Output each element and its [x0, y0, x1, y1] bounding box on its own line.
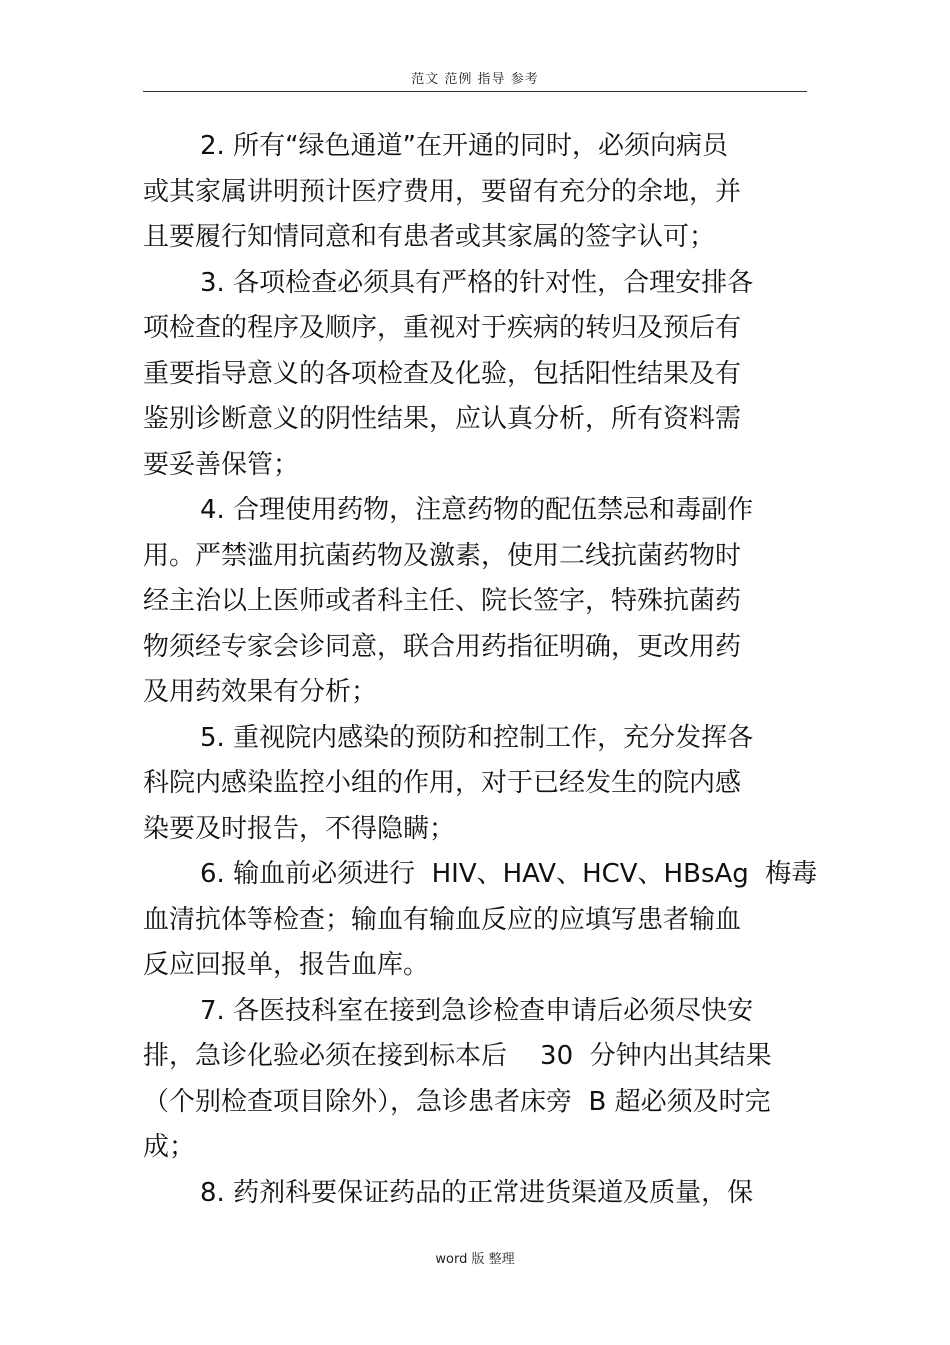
text-line: 用。严禁滥用抗菌药物及激素，使用二线抗菌药物时	[143, 540, 742, 571]
text-line: 科院内感染监控小组的作用，对于已经发生的院内感	[143, 768, 742, 798]
page-header: 范文 范例 指导 参考	[411, 72, 539, 87]
text-line: （个别检查项目除外），急诊患者床旁 B 超必须及时完	[143, 1086, 771, 1117]
text-line: 要妥善保管；	[143, 449, 300, 480]
text-line: 排，急诊化验必须在接到标本后 30 分钟内出其结果	[143, 1041, 772, 1071]
text-line: 鉴别诊断意义的阴性结果，应认真分析，所有资料需	[143, 404, 742, 434]
text-line: 5. 重视院内感染的预防和控制工作，充分发挥各	[200, 722, 754, 753]
text-line: 2. 所有“绿色通道”在开通的同时，必须向病员	[200, 131, 729, 161]
text-line: 4. 合理使用药物，注意药物的配伍禁忌和毒副作	[200, 495, 754, 525]
text-line: 反应回报单，报告血库。	[143, 950, 430, 980]
text-line: 物须经专家会诊同意，联合用药指征明确，更改用药	[143, 631, 742, 662]
text-line: 或其家属讲明预计医疗费用，要留有充分的余地，并	[143, 176, 742, 207]
header-divider	[143, 91, 807, 92]
text-line: 重要指导意义的各项检查及化验，包括阳性结果及有	[143, 358, 742, 389]
text-line: 3. 各项检查必须具有严格的针对性，合理安排各	[200, 267, 754, 298]
text-line: 且要履行知情同意和有患者或其家属的签字认可；	[143, 222, 716, 252]
text-line: 染要及时报告，不得隐瞒；	[143, 813, 456, 844]
text-line: 经主治以上医师或者科主任、院长签字，特殊抗菌药	[143, 586, 742, 616]
text-line: 血清抗体等检查；输血有输血反应的应填写患者输血	[143, 904, 742, 935]
text-line: 7. 各医技科室在接到急诊检查申请后必须尽快安	[200, 995, 754, 1026]
page-footer: word 版 整理	[435, 1252, 515, 1267]
document-body	[143, 124, 818, 1216]
text-line: 及用药效果有分析；	[143, 677, 378, 707]
text-line: 8. 药剂科要保证药品的正常进货渠道及质量，保	[200, 1177, 754, 1208]
text-line: 6. 输血前必须进行 HIV、HAV、HCV、HBsAg 梅毒	[200, 859, 818, 889]
text-line: 成；	[143, 1132, 196, 1162]
text-line: 项检查的程序及顺序，重视对于疾病的转归及预后有	[143, 313, 742, 343]
